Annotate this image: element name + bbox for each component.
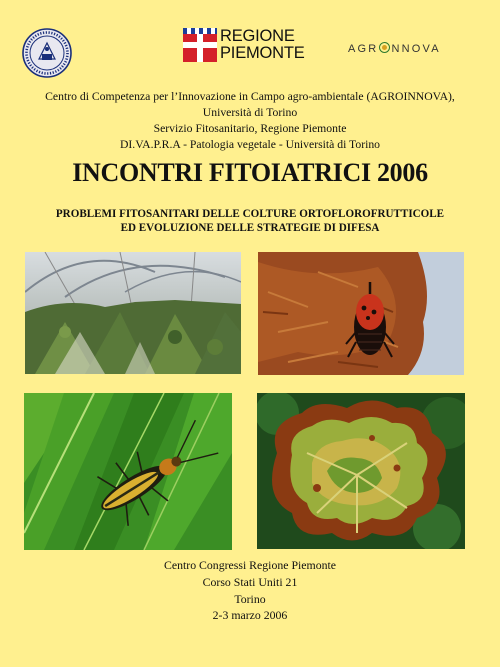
region-logo-line1: REGIONE (220, 27, 295, 45)
university-seal-logo (22, 28, 72, 78)
venue-line: Centro Congressi Regione Piemonte (163, 558, 337, 572)
venue-block (0, 557, 500, 608)
institution-line: Servizio Fitosanitario, Regione Piemonte (153, 122, 347, 135)
subtitle-line: PROBLEMI FITOSANITARI DELLE COLTURE ORTOFLOROFRUTTICOLE (55, 208, 445, 220)
diseased-leaf-photo (257, 393, 465, 549)
agroinnova-sun-icon (379, 42, 390, 53)
greenhouse-photo (25, 252, 241, 374)
subtitle-line: ED EVOLUZIONE DELLE STRATEGIE DI DIFESA (120, 222, 380, 234)
beetle-on-leaf-photo (24, 393, 232, 550)
region-logo-line2: PIEMONTE (220, 44, 305, 62)
weevil-photo (258, 252, 464, 375)
page-title: INCONTRI FITOIATRICI 2006 (72, 158, 428, 187)
venue-line: Torino (234, 592, 266, 606)
agro-logo-right: NNOVA (391, 43, 441, 55)
institution-block (20, 89, 480, 153)
institution-line: Università di Torino (202, 106, 298, 119)
venue-line: Corso Stati Uniti 21 (202, 575, 298, 589)
agro-logo-left: AGR (348, 43, 379, 55)
event-date: 2-3 marzo 2006 (212, 608, 288, 622)
institution-line: DI.VA.P.R.A - Patologia vegetale - Università di Torino (119, 138, 381, 151)
subtitle (0, 207, 500, 235)
piemonte-flag-icon (183, 28, 217, 62)
agroinnova-logo (348, 42, 441, 55)
regione-piemonte-logo (183, 28, 308, 68)
institution-line: Centro di Competenza per l’Innovazione in Campo agro-ambientale (AGROINNOVA), (45, 90, 455, 103)
